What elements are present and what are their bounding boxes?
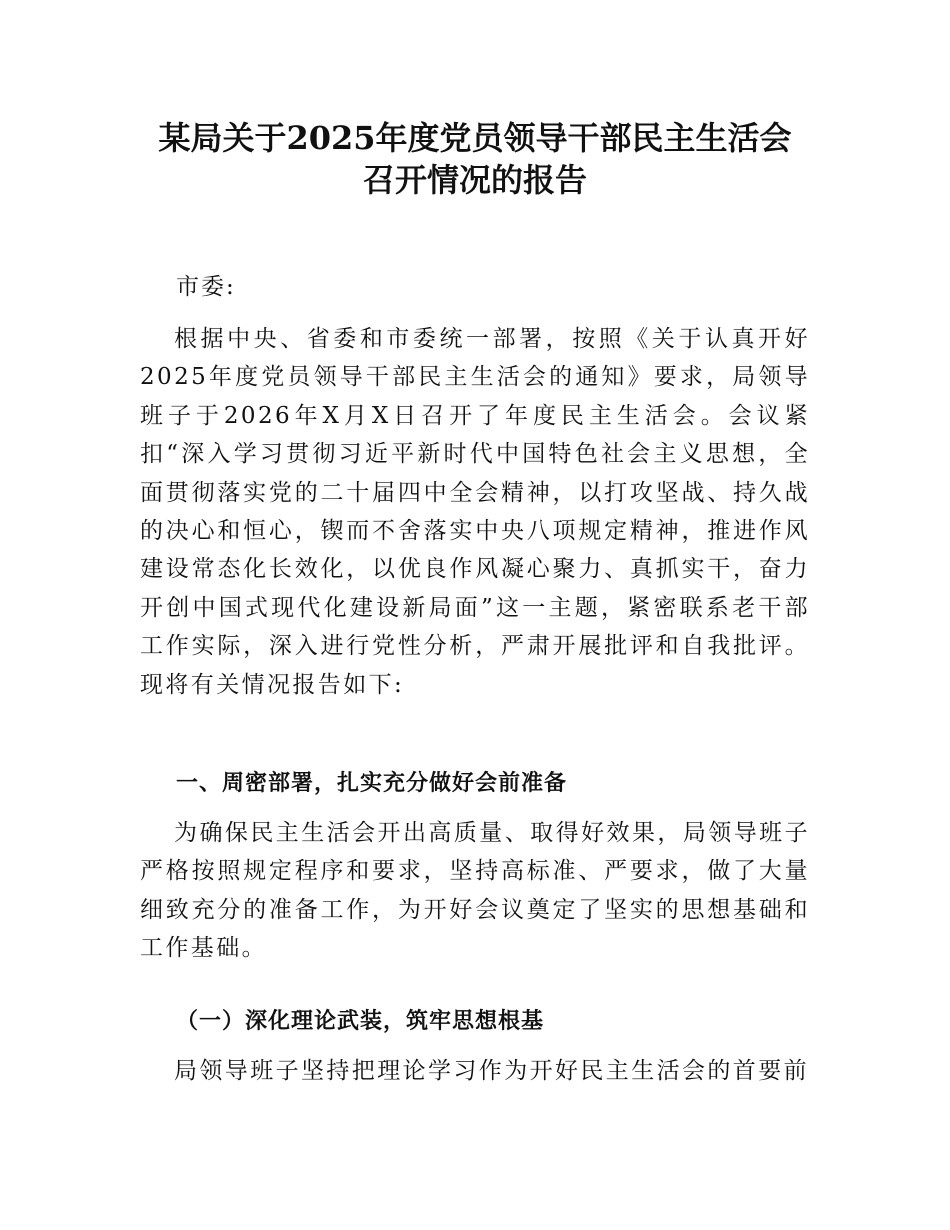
document-title-line-2: 召开情况的报告 — [362, 161, 587, 199]
subsection-heading-1: （一）深化理论武装，筑牢思想根基 — [176, 1008, 545, 1034]
document-title-line-1: 某局关于2025年度党员领导干部民主生活会 — [158, 119, 792, 157]
body-paragraph-1: 根据中央、省委和市委统一部署，按照《关于认真开好2025年度党员领导干部民主生活会的通知》要求，局领导班子于2026年X月X日召开了年度民主生活会。会议紧扣“深入学习贯彻习近平新时代中国特色社会主义思想，全面贯彻落实党的二十届四中全会精神，以打攻坚战、持久战的决心和恒心，锲而不舍落实中央八项规定精神，推进作风建设常态化长效化，以优良作风凝心聚力、真抓实干，奋力开创中国式现代化建设新局面”这一主题，紧密联系老干部工作实际，深入进行党性分析，严肃开展批评和自我批评。现将有关情况报告如下: — [140, 326, 810, 698]
addressee: 市委: — [176, 274, 236, 300]
body-paragraph-3: 局领导班子坚持把理论学习作为开好民主生活会的首要前 — [174, 1058, 809, 1084]
section-heading-1: 一、周密部署，扎实充分做好会前准备 — [176, 771, 568, 796]
body-paragraph-2: 为确保民主生活会开出高质量、取得好效果，局领导班子严格按照规定程序和要求，坚持高标准、严要求，做了大量细致充分的准备工作，为开好会议奠定了坚实的思想基础和工作基础。 — [140, 820, 810, 962]
